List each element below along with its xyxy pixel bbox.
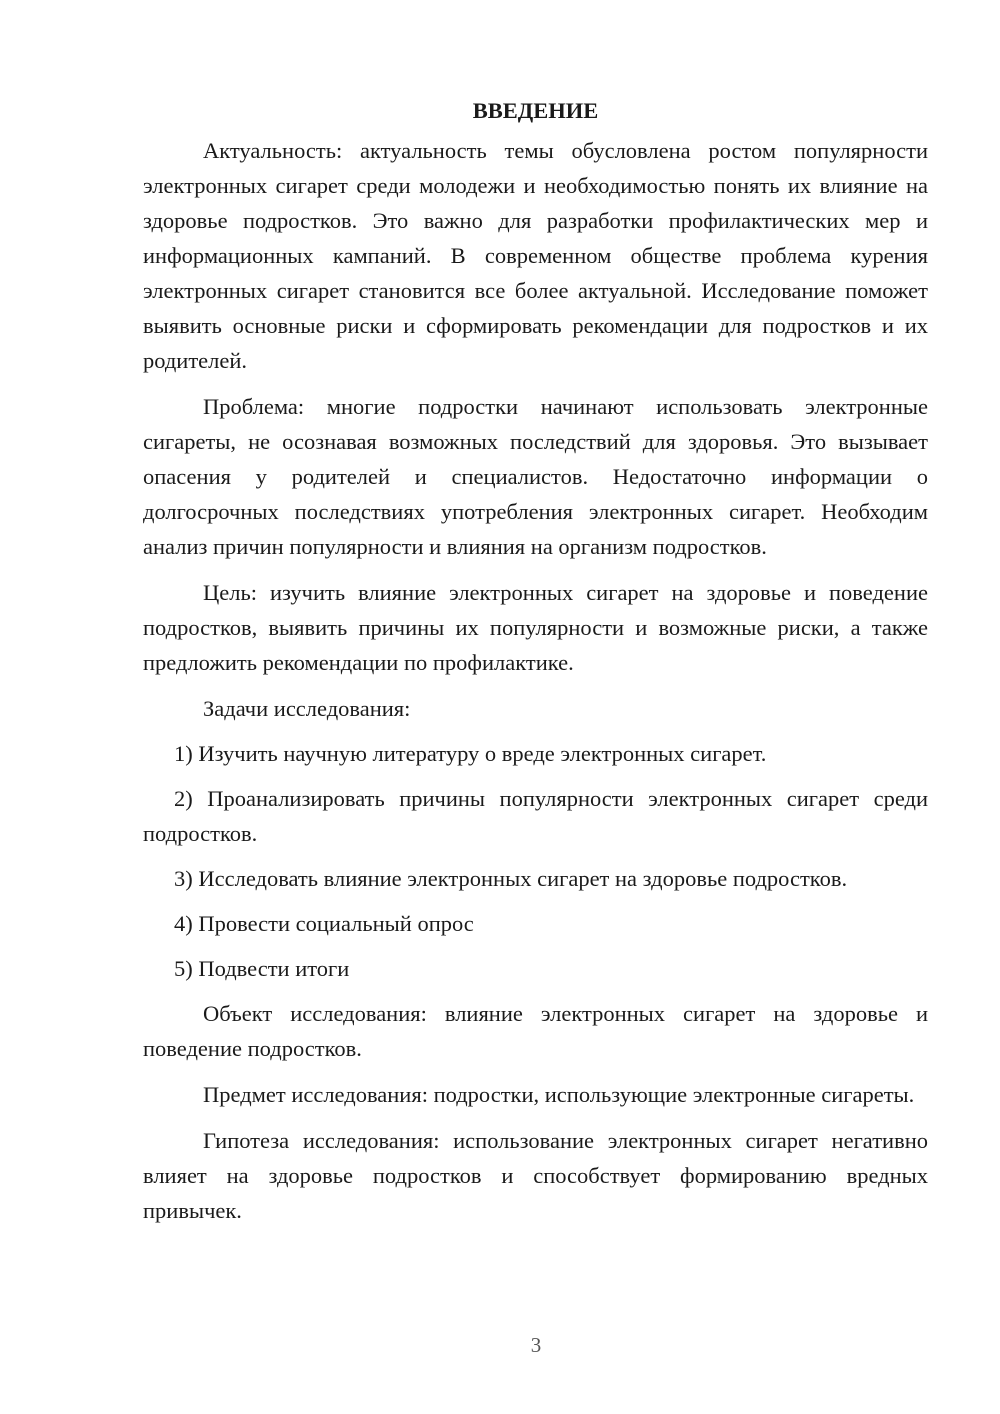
section-heading: ВВЕДЕНИЕ xyxy=(472,98,599,123)
relevance-paragraph: Актуальность: актуальность темы обусловлена ростом популярности электронных сигарет среди молодежи и необходимостью понять их влияние на здоровье подростков. Это важно для разработки профилактических мер и информационных кампаний. В современном обществе проблема курения электронных сигарет становится все более актуальной. Исследование поможет выявить основные риски и сформировать рекомендации для подростков и их родителей. xyxy=(143,138,928,373)
task-item: 3) Исследовать влияние электронных сигарет на здоровье подростков. xyxy=(174,866,848,891)
page-number: 3 xyxy=(530,1333,542,1357)
problem-paragraph: Проблема: многие подростки начинают использовать электронные сигареты, не осознавая возможных последствий для здоровья. Это вызывает опасения у родителей и специалистов. Недостаточно информации о долгосрочных последствиях употребления электронных сигарет. Необходим анализ причин популярности и влияния на организм подростков. xyxy=(143,394,928,559)
goal-paragraph: Цель: изучить влияние электронных сигарет на здоровье и поведение подростков, выявить причины их популярности и возможные риски, а также предложить рекомендации по профилактике. xyxy=(143,580,928,675)
hypothesis-paragraph: Гипотеза исследования: использование электронных сигарет негативно влияет на здоровье подростков и способствует формированию вредных привычек. xyxy=(143,1128,928,1223)
subject-paragraph: Предмет исследования: подростки, использующие электронные сигареты. xyxy=(203,1082,915,1107)
task-item: 2) Проанализировать причины популярности электронных сигарет среди подростков. xyxy=(143,786,928,846)
tasks-list xyxy=(143,736,928,986)
task-item: 5) Подвести итоги xyxy=(174,956,350,981)
page-content xyxy=(143,94,928,1239)
tasks-title: Задачи исследования: xyxy=(203,696,411,721)
task-item: 1) Изучить научную литературу о вреде электронных сигарет. xyxy=(174,741,767,766)
object-paragraph: Объект исследования: влияние электронных сигарет на здоровье и поведение подростков. xyxy=(143,1001,928,1061)
task-item: 4) Провести социальный опрос xyxy=(174,911,474,936)
